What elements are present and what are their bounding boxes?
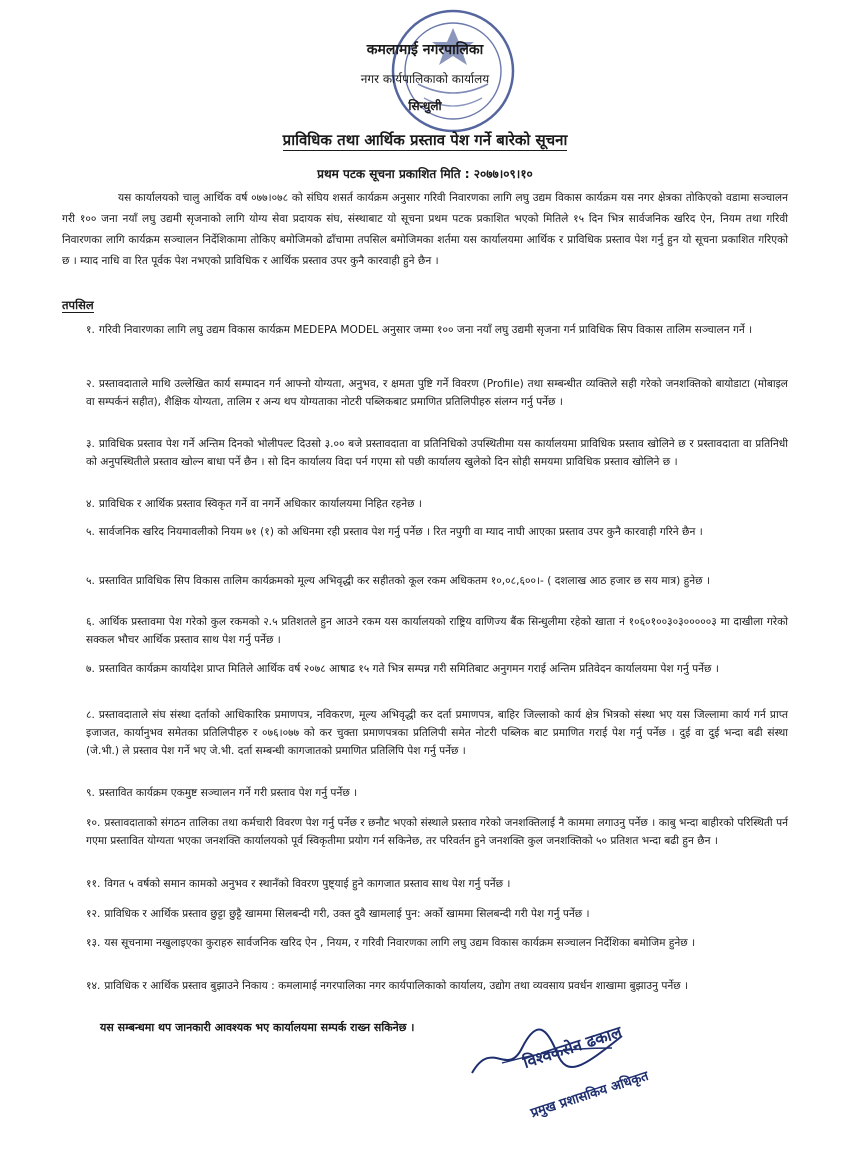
clause-2: २. प्रस्तावदाताले माथि उल्लेखित कार्य सम्पादन गर्न आफ्नो योग्यता, अनुभव, र क्षमता पुष्टि गर्ने विवरण (Profile) तथा सम्बन्धीत व्यक्तिले सही गरेको जनशक्तिको बायोडाटा (मोबाइल वा सम्पर्कनं सहीत), शैक्षिक योग्यता, तालिम र अन्य थप योग्यताका नोटरी पब्लिकबाट प्रमाणित प्रतिलिपीहरु संलग्न गर्नु पर्नेछ । [86,378,788,408]
clause-6: ६. आर्थिक प्रस्तावमा पेश गरेको कुल रकमको २.५ प्रतिशतले हुन आउने रकम यस कार्यालयको राष्ट्रिय वाणिज्य बैंक सिन्धुलीमा रहेको खाता नं १०६०१००३०३०००००३ मा दाखीला गरेको सक्कल भौचर आर्थिक प्रस्ताव साथ पेश गर्नु पर्नेछ । [86,616,788,646]
clause-9: ९. प्रस्तावित कार्यक्रम एकमुष्ट सञ्चालन गर्ने गरी प्रस्ताव पेश गर्नु पर्नेछ । [86,787,358,799]
clause-12: १२. प्राविधिक र आर्थिक प्रस्ताव छुट्टा छुट्टै खाममा सिलबन्दी गरी, उक्त दुवै खामलाई पुन: अर्को खाममा सिलबन्दी गरी पेश गर्नु पर्नेछ । [86,908,590,920]
clause-5b: ५. प्रस्तावित प्राविधिक सिप विकास तालिम कार्यक्रमको मूल्य अभिवृद्धी कर सहीतको कूल रकम अधिकतम १०,०८,६००।- ( दशलाख आठ हजार छ सय मात्र) हुनेछ । [86,575,710,587]
office-name: नगर कार्यपालिकाको कार्यालय [360,72,490,86]
clause-5: ५. सार्वजनिक खरिद नियमावलीको नियम ७१ (१) को अधिनमा रही प्रस्ताव पेश गर्नु पर्नेछ । रित नपुगी वा म्याद नाघी आएका प्रस्ताव उपर कुनै कारवाही गरिने छैन । [86,526,703,538]
intro-paragraph: यस कार्यालयको चालु आर्थिक वर्ष ०७७।०७८ को संघिय शसर्त कार्यक्रम अनुसार गरिवी निवारणका लागि लघु उद्यम विकास कार्यक्रम यस नगर क्षेत्रका तोकिएको वडामा सञ्चालन गरी १०० जना नयाँ लघु उद्यमी सृजनाको लागि योग्य सेवा प्रदायक संघ, संस्थाबाट यो सूचना प्रथम पटक प्रकाशित भएको मितिले १५ दिन भित्र सार्वजनिक खरिद ऐन, नियम तथा गरिवी निवारणका लागि कार्यक्रम सञ्चालन निर्देशिकामा तोकिए बमोजिमको ढाँचामा तपसिल बमोजिमका शर्तमा यस कार्यालयमा आर्थिक र प्राविधिक प्रस्ताव पेश गर्नु हुन यो सूचना प्रकाशित गरिएको छ । म्याद नाधि वा रित पूर्वक पेश नभएको प्राविधिक र आर्थिक प्रस्ताव उपर कुनै कारवाही हुने छैन । [62,192,788,267]
notice-title-text: प्राविधिक तथा आर्थिक प्रस्ताव पेश गर्ने बारेको सूचना [282,131,568,149]
clause-10: १०. प्रस्तावदाताको संगठन तालिका तथा कर्मचारी विवरण पेश गर्नु पर्नेछ र छनौट भएको संस्थाले प्रस्ताव गरेको जनशक्तिलाई नै काममा लगाउनु पर्नेछ । काबु भन्दा बाहीरको परिस्थिती पर्न गएमा प्रस्तावित योग्यता भएका जनशक्ति कार्यालयको पूर्व स्विकृतीमा प्रयोग गर्न सकिनेछ, तर परिवर्तन हुने जनशक्ति कुल जनशक्तिको ५० प्रतिशत भन्दा बढी हुन छैन । [86,817,788,847]
signatory-designation: प्रमुख प्रशासकिय अधिकृत [528,1068,651,1122]
clause-3: ३. प्राविधिक प्रस्ताव पेश गर्ने अन्तिम दिनको भोलीपल्ट दिउसो ३.०० बजे प्रस्तावदाता वा प्रतिनिधिको उपस्थितीमा यस कार्यालयमा प्राविधिक प्रस्ताव खोलिने छ र प्रस्तावदाता वा प्रतिनिधी को अनुपस्थितीले प्रस्ताव खोल्न बाधा पर्ने छैन । सो दिन कार्यालय विदा पर्न गएमा सो पछी कार्यालय खुलेको दिन सोही समयमा प्राविधिक प्रस्ताव खोलिने छ । [86,438,788,468]
section-label-text: तपसिल [62,298,94,312]
clause-8: ८. प्रस्तावदाताले संघ संस्था दर्ताको आधिकारिक प्रमाणपत्र, नविकरण, मूल्य अभिवृद्धी कर दर्ता प्रमाणपत्र, बाहिर जिल्लाको कार्य क्षेत्र भित्रको संस्था भए यस जिल्लामा कार्य गर्न प्राप्त इजाजत, कार्यानुभव समेतका प्रतिलिपीहरु र ०७६।०७७ को कर चुक्ता प्रमाणपत्रका प्रतिलिपी समेत नोटरी पब्लिक बाट प्रमाणित गराई पेश गर्नु पर्नेछ । दुई वा दुई भन्दा बढी संस्था (जे.भी.) ले प्रस्ताव पेश गर्ने भए जे.भी. दर्ता सम्बन्धी कागजातको प्रमाणित प्रतिलिपि पेश गर्नु पर्नेछ । [86,709,789,757]
office-location: सिन्धुली [408,99,442,113]
notice-title [0,130,850,150]
signatory-name: विश्वकसेन ढकाल [520,1022,625,1072]
clause-13: १३. यस सूचनामा नखुलाइएका कुराहरु सार्वजनिक खरिद ऐन , नियम, र गरिवी निवारणका लागि लघु उद्यम विकास कार्यक्रम सञ्चालन निर्देशिका बमोजिम हुनेछ । [86,937,696,949]
publication-date: प्रथम पटक सूचना प्रकाशित मिति : २०७७।०९।१० [317,167,533,181]
clause-7: ७. प्रस्तावित कार्यक्रम कार्यादेश प्राप्त मितिले आर्थिक वर्ष २०७८ आषाढ १५ गते भित्र सम्पन्न गरी समितिबाट अनुगमन गराई अन्तिम प्रतिवेदन कार्यालयमा पेश गर्नु पर्नेछ । [86,663,719,675]
organization-name: कमलामाई नगरपालिका [366,42,484,58]
closing-line: यस सम्बन्धमा थप जानकारी आवश्यक भए कार्यालयमा सम्पर्क राख्न सकिनेछ । [100,1021,415,1034]
clause-11: ११. विगत ५ वर्षको समान कामको अनुभव र स्थानँको विवरण पुष्ट्याई हुने कागजात प्रस्ताव साथ पेश गर्नु पर्नेछ । [86,878,511,890]
clause-1: १. गरिवी निवारणका लागि लघु उद्यम विकास कार्यक्रम MEDEPA MODEL अनुसार जम्मा १०० जना नयाँ लघु उद्यमी सृजना गर्न प्राविधिक सिप विकास तालिम सञ्चालन गर्ने । [86,324,753,336]
clause-14: १४. प्राविधिक र आर्थिक प्रस्ताव बुझाउने निकाय : कमलामाई नगरपालिका नगर कार्यपालिकाको कार्यालय, उद्योग तथा व्यवसाय प्रवर्धन शाखामा बुझाउनु पर्नेछ । [86,980,689,992]
clause-4: ४. प्राविधिक र आर्थिक प्रस्ताव स्विकृत गर्ने वा नगर्ने अधिकार कार्यालयमा निहित रहनेछ । [86,498,422,510]
section-label [62,298,94,313]
